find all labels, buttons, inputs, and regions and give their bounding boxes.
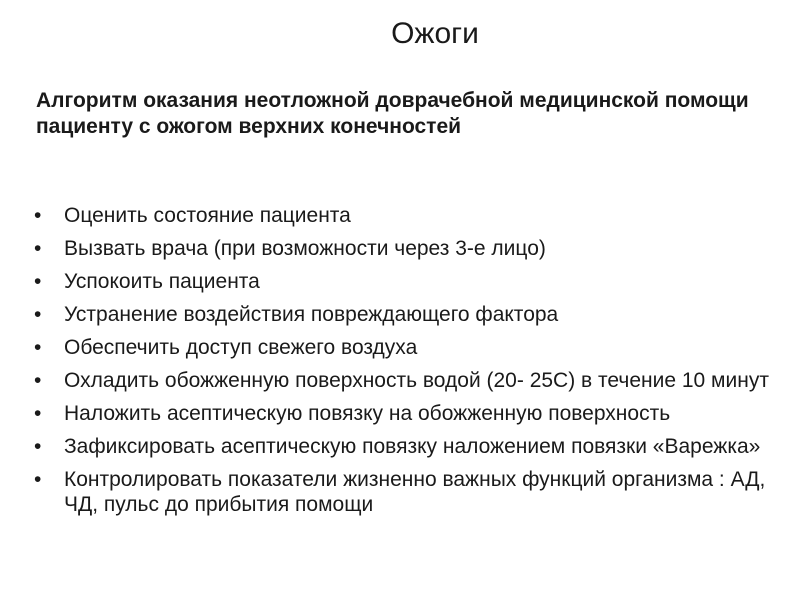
step-text: Оценить состояние пациента — [64, 204, 351, 227]
bullet-icon: • — [34, 336, 42, 359]
step-text: Охладить обожженную поверхность водой (20- 25С) в течение 10 минут — [64, 369, 769, 392]
list-item — [34, 434, 784, 459]
step-text: Зафиксировать асептическую повязку наложением повязки «Варежка» — [64, 435, 761, 458]
step-text: Вызвать врача (при возможности через 3-е лицо) — [64, 237, 546, 260]
list-item — [34, 203, 784, 228]
bullet-icon: • — [34, 303, 42, 326]
step-text: Обеспечить доступ свежего воздуха — [64, 336, 418, 359]
bullet-icon: • — [34, 402, 42, 425]
list-item — [34, 269, 784, 294]
bullet-icon: • — [34, 435, 42, 458]
step-text: Наложить асептическую повязку на обожженную поверхность — [64, 402, 671, 425]
bullet-icon: • — [34, 204, 42, 227]
steps-list — [34, 203, 784, 525]
list-item — [34, 368, 784, 393]
slide-subtitle: Алгоритм оказания неотложной доврачебной медицинской помощи пациенту с ожогом верхних конечностей — [36, 89, 767, 138]
slide-title: Ожоги — [391, 17, 479, 50]
step-text: Успокоить пациента — [64, 270, 260, 293]
step-text: Устранение воздействия повреждающего фактора — [64, 303, 559, 326]
list-item — [34, 335, 784, 360]
bullet-icon: • — [34, 369, 42, 392]
list-item — [34, 302, 784, 327]
bullet-icon: • — [34, 468, 42, 491]
step-text: Контролировать показатели жизненно важных функций организма : АД, ЧД, пульс до прибытия помощи — [64, 468, 766, 516]
bullet-icon: • — [34, 237, 42, 260]
list-item — [34, 401, 784, 426]
list-item — [34, 467, 784, 517]
bullet-icon: • — [34, 270, 42, 293]
list-item — [34, 236, 784, 261]
